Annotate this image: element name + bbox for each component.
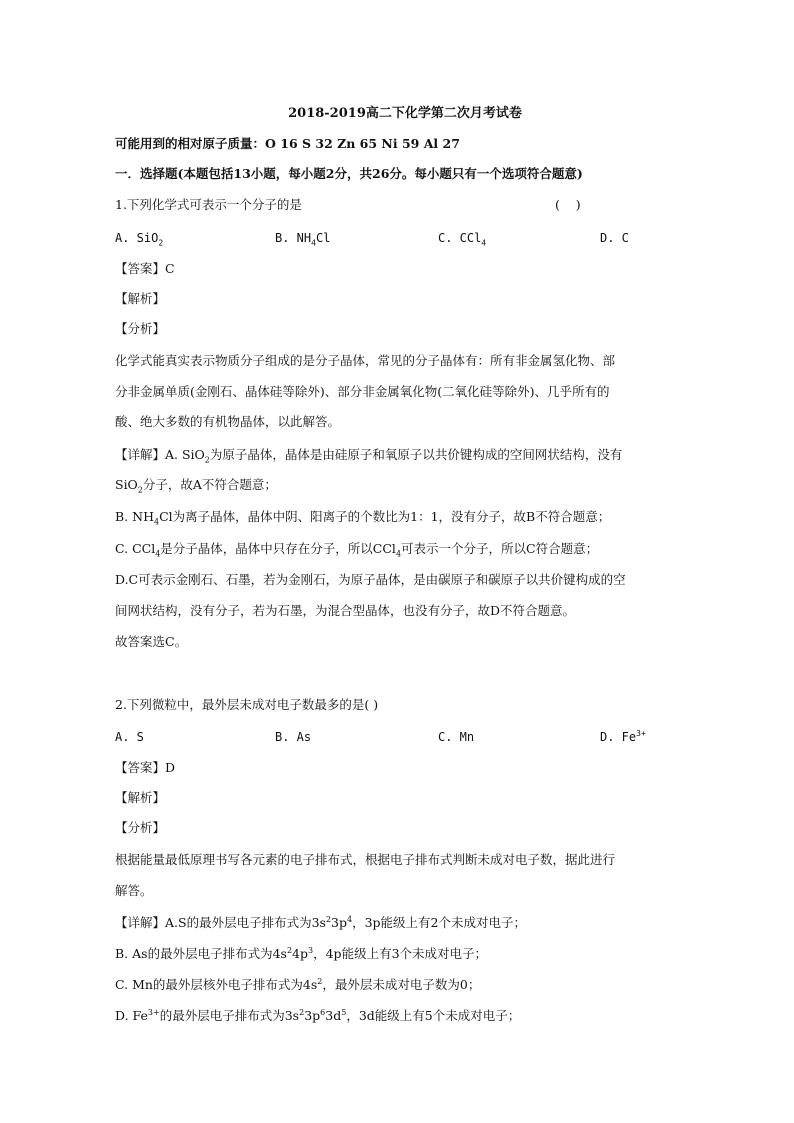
q2-analysis-line-2: 解答。 xyxy=(115,883,153,898)
q1-analysis-line-2: 分非金属单质(金刚石、晶体硅等除外)、部分非金属氧化物(二氧化硅等除外)、几乎所有的 xyxy=(115,384,610,399)
q2-fenxi-label: 【分析】 xyxy=(115,820,166,835)
q1-answer-paren: ( ) xyxy=(555,197,581,212)
q2-answer: 【答案】D xyxy=(115,760,176,775)
q2-jiexi-label: 【解析】 xyxy=(115,790,166,805)
q2-stem: 2.下列微粒中，最外层未成对电子数最多的是( ) xyxy=(115,697,379,712)
q2-option-a: A. S xyxy=(115,730,144,744)
q2-analysis-line-1: 根据能量最低原理书写各元素的电子排布式，根据电子排布式判断未成对电子数，据此进行 xyxy=(115,852,616,867)
q2-detail-a: 【详解】A.S的最外层电子排布式为$3s^23p^4$，3p能级上有2个未成对电子； xyxy=(115,914,527,930)
q2-option-d: D. $Fe^{3+}$ xyxy=(600,729,646,744)
q1-conclusion: 故答案选C。 xyxy=(115,634,188,649)
atomic-masses-line: 可能用到的相对原子质量：O 16 S 32 Zn 65 Ni 59 Al 27 xyxy=(115,136,460,151)
q1-answer: 【答案】C xyxy=(115,261,175,276)
exam-title: 2018-2019高二下化学第二次月考试卷 xyxy=(288,106,522,121)
q1-option-c: C. CCl$_4$ xyxy=(438,231,487,248)
q1-analysis-line-3: 酸、绝大多数的有机物晶体，以此解答。 xyxy=(115,414,341,429)
q2-detail-c: C. Mn的最外层核外电子排布式为$4s^2$，最外层未成对电子数为0； xyxy=(115,976,481,992)
q1-detail-a-line-1: 【详解】A. SiO$_2$为原子晶体，晶体是由硅原子和氧原子以共价键构成的空间网状结构，没有 xyxy=(115,447,623,465)
q2-option-c: C. Mn xyxy=(438,730,475,744)
q1-fenxi-label: 【分析】 xyxy=(115,321,166,336)
q1-stem: 1.下列化学式可表示一个分子的是 xyxy=(115,197,302,212)
q1-analysis-line-1: 化学式能真实表示物质分子组成的是分子晶体，常见的分子晶体有：所有非金属氢化物、部 xyxy=(115,353,616,368)
q2-detail-d: D. $Fe^{3+}$的最外层电子排布式为$3s^23p^63d^5$，3d能级上有5个未成对电子； xyxy=(115,1007,521,1023)
q2-option-b: B. As xyxy=(275,730,312,744)
q1-jiexi-label: 【解析】 xyxy=(115,291,166,306)
q1-option-b: B. $NH_4Cl$ xyxy=(275,231,331,248)
q2-detail-b: B. As的最外层电子排布式为$4s^24p^3$，4p能级上有3个未成对电子； xyxy=(115,945,488,961)
q1-detail-c: C. CCl$_4$是分子晶体，晶体中只存在分子，所以CCl$_4$可表示一个分子，所以C符合题意； xyxy=(115,541,599,559)
q1-detail-d-line-2: 间网状结构，没有分子，若为石墨，为混合型晶体，也没有分子，故D不符合题意。 xyxy=(115,603,576,618)
q1-detail-b: B. $NH_4Cl$为离子晶体，晶体中阴、阳离子的个数比为1：1，没有分子，故B不符合题意； xyxy=(115,509,611,527)
q1-option-d: D. C xyxy=(600,231,629,245)
section-heading: 一．选择题(本题包括13小题，每小题2分，共26分。每小题只有一个选项符合题意) xyxy=(115,166,583,181)
q1-option-a: A. SiO$_2$ xyxy=(115,231,164,248)
q1-detail-a-line-2: SiO$_2$分子，故A不符合题意； xyxy=(115,477,277,495)
q1-detail-d-line-1: D.C可表示金刚石、石墨，若为金刚石，为原子晶体，是由碳原子和碳原子以共价键构成的空 xyxy=(115,572,626,587)
